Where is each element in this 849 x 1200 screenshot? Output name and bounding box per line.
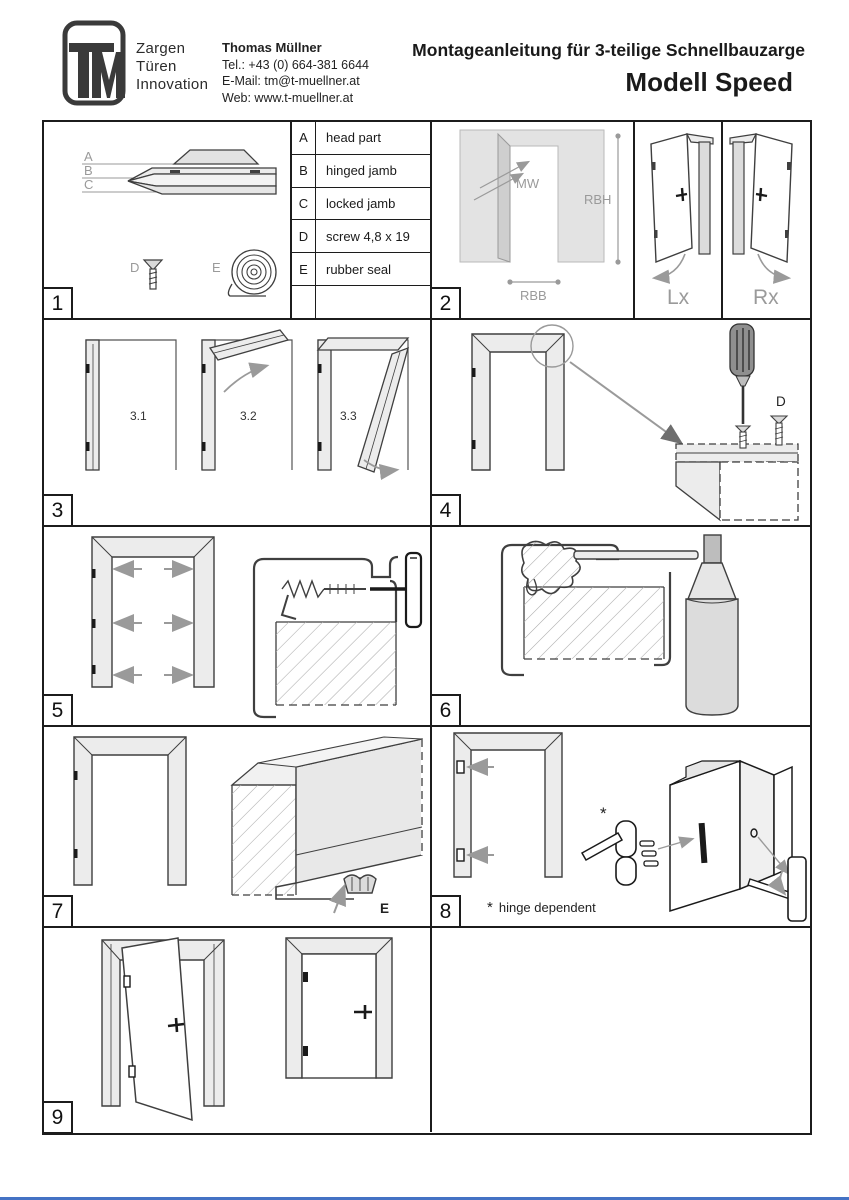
table-row bbox=[292, 220, 430, 253]
table-row bbox=[292, 155, 430, 188]
document-title bbox=[412, 40, 805, 98]
part-label: head part bbox=[326, 130, 381, 146]
hinge-footnote bbox=[487, 899, 596, 916]
part-key: D bbox=[292, 220, 316, 252]
panel-5 bbox=[44, 527, 432, 725]
panel-7 bbox=[44, 727, 432, 926]
part-label: hinged jamb bbox=[326, 163, 397, 179]
panel-number: 1 bbox=[42, 287, 73, 320]
panel-number: 5 bbox=[42, 694, 73, 727]
svg-text:*: * bbox=[600, 804, 607, 823]
part-label bbox=[316, 286, 430, 318]
right-hinged-door-diagram bbox=[721, 122, 810, 318]
tm-logo-icon bbox=[62, 20, 126, 106]
contact-email: E-Mail: tm@t-muellner.at bbox=[222, 74, 360, 88]
svg-text:A: A bbox=[84, 149, 93, 164]
instruction-grid bbox=[42, 120, 812, 1135]
panel-number: 8 bbox=[430, 895, 461, 928]
frame-assembly-steps-diagram bbox=[44, 320, 430, 525]
panel-3 bbox=[44, 320, 432, 525]
svg-text:C: C bbox=[84, 177, 94, 192]
part-key: A bbox=[292, 122, 316, 154]
svg-text:D: D bbox=[130, 260, 140, 275]
part-label: screw 4,8 x 19 bbox=[326, 228, 410, 244]
left-hinged-door-diagram bbox=[633, 122, 721, 318]
rubber-seal-diagram bbox=[44, 727, 430, 926]
svg-text:3.3: 3.3 bbox=[340, 409, 357, 423]
svg-text:E: E bbox=[212, 260, 221, 275]
svg-text:RBB: RBB bbox=[520, 288, 547, 303]
parts-table bbox=[290, 122, 430, 318]
svg-text:3.1: 3.1 bbox=[130, 409, 147, 423]
panel-number: 4 bbox=[430, 494, 461, 527]
part-key: E bbox=[292, 253, 316, 285]
table-row bbox=[292, 188, 430, 221]
panel-number: 7 bbox=[42, 895, 73, 928]
panel-6 bbox=[432, 527, 810, 725]
contact-block bbox=[222, 40, 369, 106]
contact-web: Web: www.t-muellner.at bbox=[222, 90, 354, 105]
empty-panel bbox=[432, 928, 810, 1132]
svg-text:Lx: Lx bbox=[667, 286, 690, 309]
panel-8 bbox=[432, 727, 810, 926]
svg-text:D: D bbox=[776, 394, 786, 409]
part-label: locked jamb bbox=[326, 196, 396, 212]
brand-line: Türen bbox=[136, 58, 177, 75]
hinge-mounting-diagram bbox=[432, 727, 810, 926]
table-row bbox=[292, 286, 430, 318]
svg-text:MW: MW bbox=[516, 176, 540, 191]
foam-filling-diagram bbox=[432, 527, 810, 725]
panel-2 bbox=[432, 122, 810, 318]
title-line2: Modell Speed bbox=[625, 67, 793, 97]
contact-tel: Tel.: +43 (0) 664-381 6644 bbox=[222, 57, 369, 72]
asterisk: * bbox=[487, 899, 493, 916]
table-row bbox=[292, 122, 430, 155]
brand-text bbox=[136, 40, 208, 94]
part-key: B bbox=[292, 155, 316, 187]
brand-line: Zargen bbox=[136, 40, 186, 57]
svg-text:3.2: 3.2 bbox=[240, 409, 257, 423]
svg-text:Rx: Rx bbox=[753, 286, 779, 309]
part-label: rubber seal bbox=[326, 261, 392, 277]
svg-text:E: E bbox=[380, 901, 390, 916]
footnote-text: hinge dependent bbox=[498, 900, 596, 915]
panel-4 bbox=[432, 320, 810, 525]
wall-opening-diagram bbox=[432, 122, 633, 318]
panel-1 bbox=[44, 122, 432, 318]
panel-number: 2 bbox=[430, 287, 461, 320]
svg-text:RBH: RBH bbox=[584, 192, 612, 207]
contact-name: Thomas Müllner bbox=[222, 40, 322, 55]
panel-9 bbox=[44, 928, 432, 1132]
svg-text:B: B bbox=[84, 163, 93, 178]
frame-adjustment-diagram bbox=[44, 527, 430, 725]
door-hanging-diagram bbox=[44, 928, 430, 1130]
panel-number: 3 bbox=[42, 494, 73, 527]
parts-diagram bbox=[44, 122, 290, 318]
panel-number: 6 bbox=[430, 694, 461, 727]
corner-screw-diagram bbox=[432, 320, 810, 525]
brand-line: Innovation bbox=[136, 76, 209, 93]
part-key: C bbox=[292, 188, 316, 220]
table-row bbox=[292, 253, 430, 286]
tm-logo bbox=[62, 20, 126, 106]
panel-number: 9 bbox=[42, 1101, 73, 1134]
title-line1: Montageanleitung für 3-teilige Schnellbauzarge bbox=[412, 40, 805, 60]
part-key bbox=[292, 286, 316, 318]
